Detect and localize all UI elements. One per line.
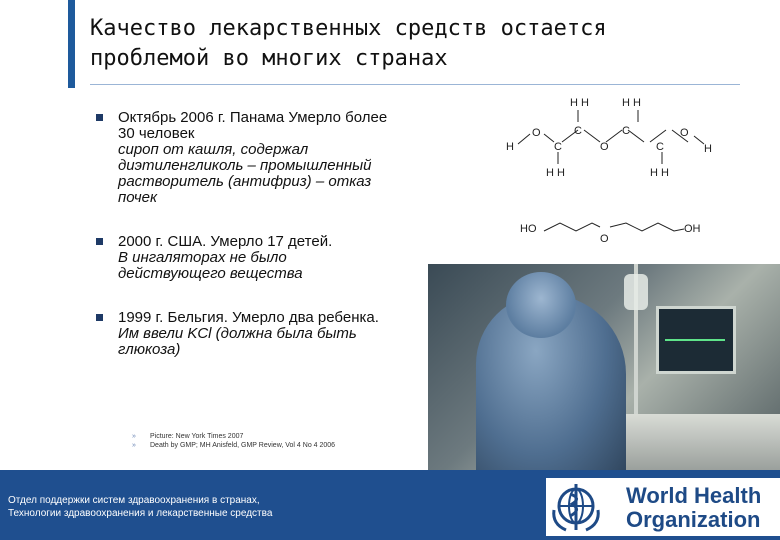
atom-o: O <box>600 141 609 153</box>
patient-monitor <box>656 306 736 374</box>
diethylene-glycol-structure <box>498 92 730 282</box>
atom-c: C <box>622 125 630 137</box>
atom-h: H <box>506 141 514 153</box>
who-emblem-icon <box>548 480 604 534</box>
bullet-lead: Октябрь 2006 г. Панама Умерло более 30 человек <box>118 109 388 142</box>
bullet-detail: Им ввели KCl (должна была быть глюкоза) <box>118 325 357 358</box>
hospital-photo <box>428 264 780 470</box>
footer-line-1: Отдел поддержки систем здравоохранения в странах, <box>8 495 260 506</box>
bullet-usa <box>96 234 396 282</box>
bullet-list <box>96 110 396 386</box>
bullet-belgium <box>96 310 396 358</box>
monitor-trace <box>665 339 725 341</box>
atom-oh: OH <box>684 223 701 235</box>
reference-item <box>132 432 335 441</box>
atom-c: C <box>554 141 562 153</box>
double-chevron-icon: » <box>132 442 136 449</box>
who-wordmark <box>626 484 761 532</box>
bullet-panama <box>96 110 396 206</box>
reference-item <box>132 441 335 450</box>
bullet-square-icon <box>96 314 103 321</box>
bullet-detail: сироп от кашля, содержал диэтиленгликоль – промышленный растворитель (антифриз) – отказ почек <box>118 141 372 206</box>
bullet-square-icon <box>96 238 103 245</box>
slide-title-line-1: Качество лекарственных средств остается <box>90 16 607 41</box>
atom-o: O <box>600 233 609 245</box>
bullet-detail: В ингаляторах не было действующего вещества <box>118 249 303 282</box>
slide-title-line-2: проблемой во многих странах <box>90 46 448 71</box>
bullet-lead: 1999 г. Бельгия. Умерло два ребенка. <box>118 309 379 326</box>
atom-hh: H H <box>650 167 669 179</box>
nurse-head <box>506 272 576 338</box>
atom-c: C <box>574 125 582 137</box>
who-logo <box>546 478 780 536</box>
reference-text: Picture: New York Times 2007 <box>150 433 244 440</box>
footer-text <box>8 494 272 520</box>
atom-h: H <box>704 143 712 155</box>
atom-o: O <box>532 127 541 139</box>
slide-title <box>90 14 730 74</box>
who-wordmark-line-1: World Health <box>626 483 762 508</box>
bullet-lead: 2000 г. США. Умерло 17 детей. <box>118 233 333 250</box>
atom-hh: H H <box>546 167 565 179</box>
references <box>132 432 335 450</box>
atom-hh: H H <box>622 97 641 109</box>
atom-hh: H H <box>570 97 589 109</box>
atom-ho: HO <box>520 223 537 235</box>
who-wordmark-line-2: Organization <box>626 507 761 532</box>
left-accent-bar <box>68 0 75 88</box>
reference-text: Death by GMP; MH Anisfeld, GMP Review, Vol 4 No 4 2006 <box>150 442 336 449</box>
bullet-square-icon <box>96 114 103 121</box>
atom-c: C <box>656 141 664 153</box>
footer-line-2: Технологии здравоохранения и лекарственные средства <box>8 508 273 519</box>
atom-o: O <box>680 127 689 139</box>
iv-bag <box>624 274 648 310</box>
double-chevron-icon: » <box>132 433 136 440</box>
title-divider <box>90 84 740 85</box>
